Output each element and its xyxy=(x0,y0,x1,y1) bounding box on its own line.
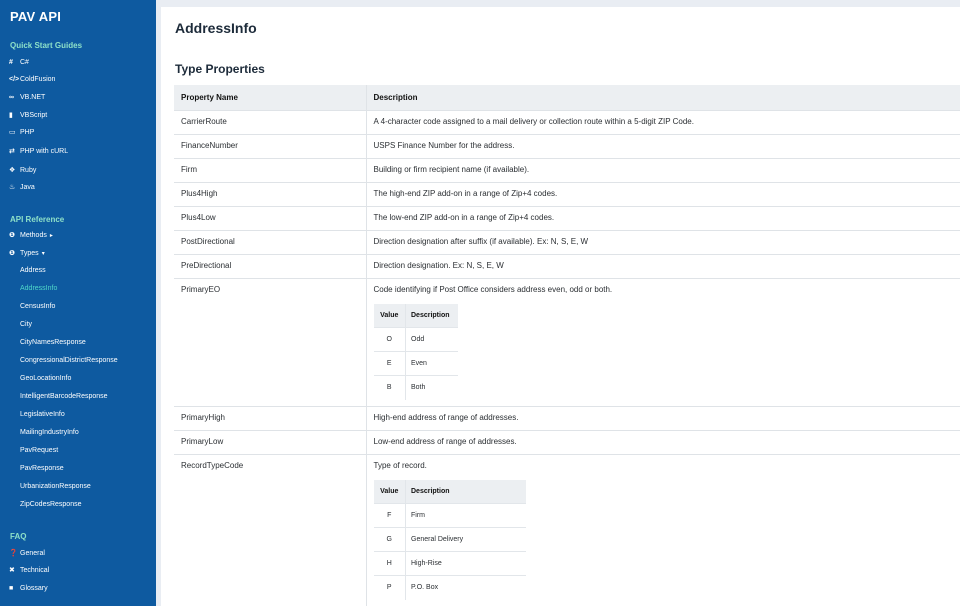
property-description-cell xyxy=(366,454,960,606)
inner-value: H xyxy=(374,552,406,576)
property-description: Building or firm recipient name (if available). xyxy=(366,158,960,182)
record-type-values-table xyxy=(374,480,526,600)
php-icon: ▭ xyxy=(9,129,16,136)
sidebar xyxy=(0,0,156,606)
sidebar-item-csharp[interactable]: # C# xyxy=(9,58,29,66)
sidebar-item-geolocationinfo[interactable]: GeoLocationInfo xyxy=(20,375,72,382)
table-row xyxy=(174,406,960,430)
inner-value: O xyxy=(374,328,406,352)
info-icon: ❶ xyxy=(9,232,15,239)
inner-column-value: Value xyxy=(374,480,406,504)
inner-description: P.O. Box xyxy=(406,576,526,600)
inner-header-row xyxy=(374,480,526,504)
inner-row xyxy=(374,328,458,352)
inner-row xyxy=(374,576,526,600)
property-name: Firm xyxy=(174,158,366,182)
inner-value: B xyxy=(374,376,406,400)
faq-heading: FAQ xyxy=(10,532,27,541)
sidebar-item-zipcodesresponse[interactable]: ZipCodesResponse xyxy=(20,501,82,508)
inner-row xyxy=(374,352,458,376)
caret-down-icon: ▾ xyxy=(41,250,45,257)
table-row xyxy=(174,230,960,254)
property-description: High-end address of range of addresses. xyxy=(366,406,960,430)
inner-value: G xyxy=(374,528,406,552)
sidebar-item-technical[interactable]: ✖ Technical xyxy=(9,566,50,574)
inner-header-row xyxy=(374,304,458,328)
inner-description: Firm xyxy=(406,504,526,528)
sidebar-item-pavresponse[interactable]: PavResponse xyxy=(20,465,64,472)
property-name: PreDirectional xyxy=(174,254,366,278)
api-reference-heading: API Reference xyxy=(10,215,65,224)
code-icon: </> xyxy=(9,75,20,83)
table-row xyxy=(174,110,960,134)
inner-column-value: Value xyxy=(374,304,406,328)
sidebar-item-city[interactable]: City xyxy=(20,321,33,328)
table-row xyxy=(174,254,960,278)
sidebar-item-congressionaldistrictresponse[interactable]: CongressionalDistrictResponse xyxy=(20,357,118,364)
sidebar-item-vbscript[interactable]: ▮ VBScript xyxy=(9,111,48,119)
inner-column-description: Description xyxy=(406,480,526,504)
sidebar-item-pavrequest[interactable]: PavRequest xyxy=(20,447,59,454)
property-description: Direction designation after suffix (if available). Ex: N, S, E, W xyxy=(366,230,960,254)
sidebar-item-coldfusion[interactable]: </> ColdFusion xyxy=(9,75,56,83)
inner-value: E xyxy=(374,352,406,376)
inner-column-description: Description xyxy=(406,304,458,328)
coffee-icon: ♨ xyxy=(9,184,16,191)
column-header-description: Description xyxy=(366,85,960,110)
question-icon: ❓ xyxy=(9,550,18,557)
property-name: PostDirectional xyxy=(174,230,366,254)
sidebar-item-intelligentbarcoderesponse[interactable]: IntelligentBarcodeResponse xyxy=(20,393,108,400)
inner-description: General Delivery xyxy=(406,528,526,552)
property-description: The high-end ZIP add-on in a range of Zip+4 codes. xyxy=(366,182,960,206)
table-row xyxy=(174,278,960,406)
inner-row xyxy=(374,504,526,528)
sidebar-item-citynamesresponse[interactable]: CityNamesResponse xyxy=(20,339,86,346)
table-row xyxy=(174,158,960,182)
hash-icon: # xyxy=(9,58,13,66)
sidebar-item-censusinfo[interactable]: CensusInfo xyxy=(20,303,56,310)
property-name: RecordTypeCode xyxy=(174,454,366,606)
gem-icon: ❖ xyxy=(9,167,16,174)
sidebar-item-mailingindustryinfo[interactable]: MailingIndustryInfo xyxy=(20,429,79,436)
main-content xyxy=(161,7,960,606)
table-row xyxy=(174,430,960,454)
property-description: A 4-character code assigned to a mail delivery or collection route within a 5-digit ZIP Code. xyxy=(366,110,960,134)
book-icon: ■ xyxy=(9,584,14,592)
property-name: CarrierRoute xyxy=(174,110,366,134)
inner-description: High-Rise xyxy=(406,552,526,576)
property-name: PrimaryLow xyxy=(174,430,366,454)
page-title: AddressInfo xyxy=(175,20,257,36)
table-row xyxy=(174,206,960,230)
column-header-property-name: Property Name xyxy=(174,85,366,110)
sidebar-item-glossary[interactable]: ■ Glossary xyxy=(9,584,48,592)
sidebar-item-php[interactable]: ▭ PHP xyxy=(9,128,35,136)
sidebar-item-vbnet[interactable]: ∞ VB.NET xyxy=(9,93,46,101)
properties-table xyxy=(174,85,960,606)
inner-description: Even xyxy=(406,352,458,376)
caret-right-icon: ▸ xyxy=(49,232,53,239)
property-name: FinanceNumber xyxy=(174,134,366,158)
inner-value: F xyxy=(374,504,406,528)
table-row xyxy=(174,134,960,158)
info-icon: ❶ xyxy=(9,250,15,257)
property-description: Type of record. xyxy=(373,460,427,470)
inner-row xyxy=(374,528,526,552)
brand-title[interactable]: PAV API xyxy=(10,9,62,24)
top-strip xyxy=(156,0,960,7)
script-icon: ▮ xyxy=(9,112,13,119)
property-name: Plus4High xyxy=(174,182,366,206)
sidebar-item-php-curl[interactable]: ⇄ PHP with cURL xyxy=(9,147,69,155)
property-description: USPS Finance Number for the address. xyxy=(366,134,960,158)
inner-row xyxy=(374,376,458,400)
property-description-cell xyxy=(366,278,960,406)
sidebar-item-general[interactable]: ❓ General xyxy=(9,549,45,557)
sidebar-item-ruby[interactable]: ❖ Ruby xyxy=(9,166,37,174)
inner-row xyxy=(374,552,526,576)
inner-value: P xyxy=(374,576,406,600)
property-description: Low-end address of range of addresses. xyxy=(366,430,960,454)
property-name: PrimaryHigh xyxy=(174,406,366,430)
sidebar-item-java[interactable]: ♨ Java xyxy=(9,183,35,191)
section-title: Type Properties xyxy=(175,62,265,76)
sidebar-item-urbanizationresponse[interactable]: UrbanizationResponse xyxy=(20,483,91,490)
table-row xyxy=(174,454,960,606)
table-row xyxy=(174,182,960,206)
infinity-icon: ∞ xyxy=(9,93,14,101)
sidebar-item-types[interactable]: ❶ Types ▾ xyxy=(9,249,45,257)
sidebar-item-addressinfo[interactable]: AddressInfo xyxy=(20,285,58,292)
property-description: Code identifying if Post Office considers address even, odd or both. xyxy=(373,284,613,294)
primary-eo-values-table xyxy=(374,304,458,400)
property-description: Direction designation. Ex: N, S, E, W xyxy=(366,254,960,278)
sidebar-item-methods[interactable]: ❶ Methods ▸ xyxy=(9,231,53,239)
tools-icon: ✖ xyxy=(9,567,15,574)
exchange-icon: ⇄ xyxy=(9,148,15,155)
inner-description: Both xyxy=(406,376,458,400)
sidebar-item-legislativeinfo[interactable]: LegislativeInfo xyxy=(20,411,65,418)
property-name: Plus4Low xyxy=(174,206,366,230)
sidebar-item-address[interactable]: Address xyxy=(20,267,46,274)
property-description: The low-end ZIP add-on in a range of Zip+4 codes. xyxy=(366,206,960,230)
table-header-row xyxy=(174,85,960,110)
property-name: PrimaryEO xyxy=(174,278,366,406)
inner-description: Odd xyxy=(406,328,458,352)
quick-start-heading: Quick Start Guides xyxy=(10,41,83,50)
